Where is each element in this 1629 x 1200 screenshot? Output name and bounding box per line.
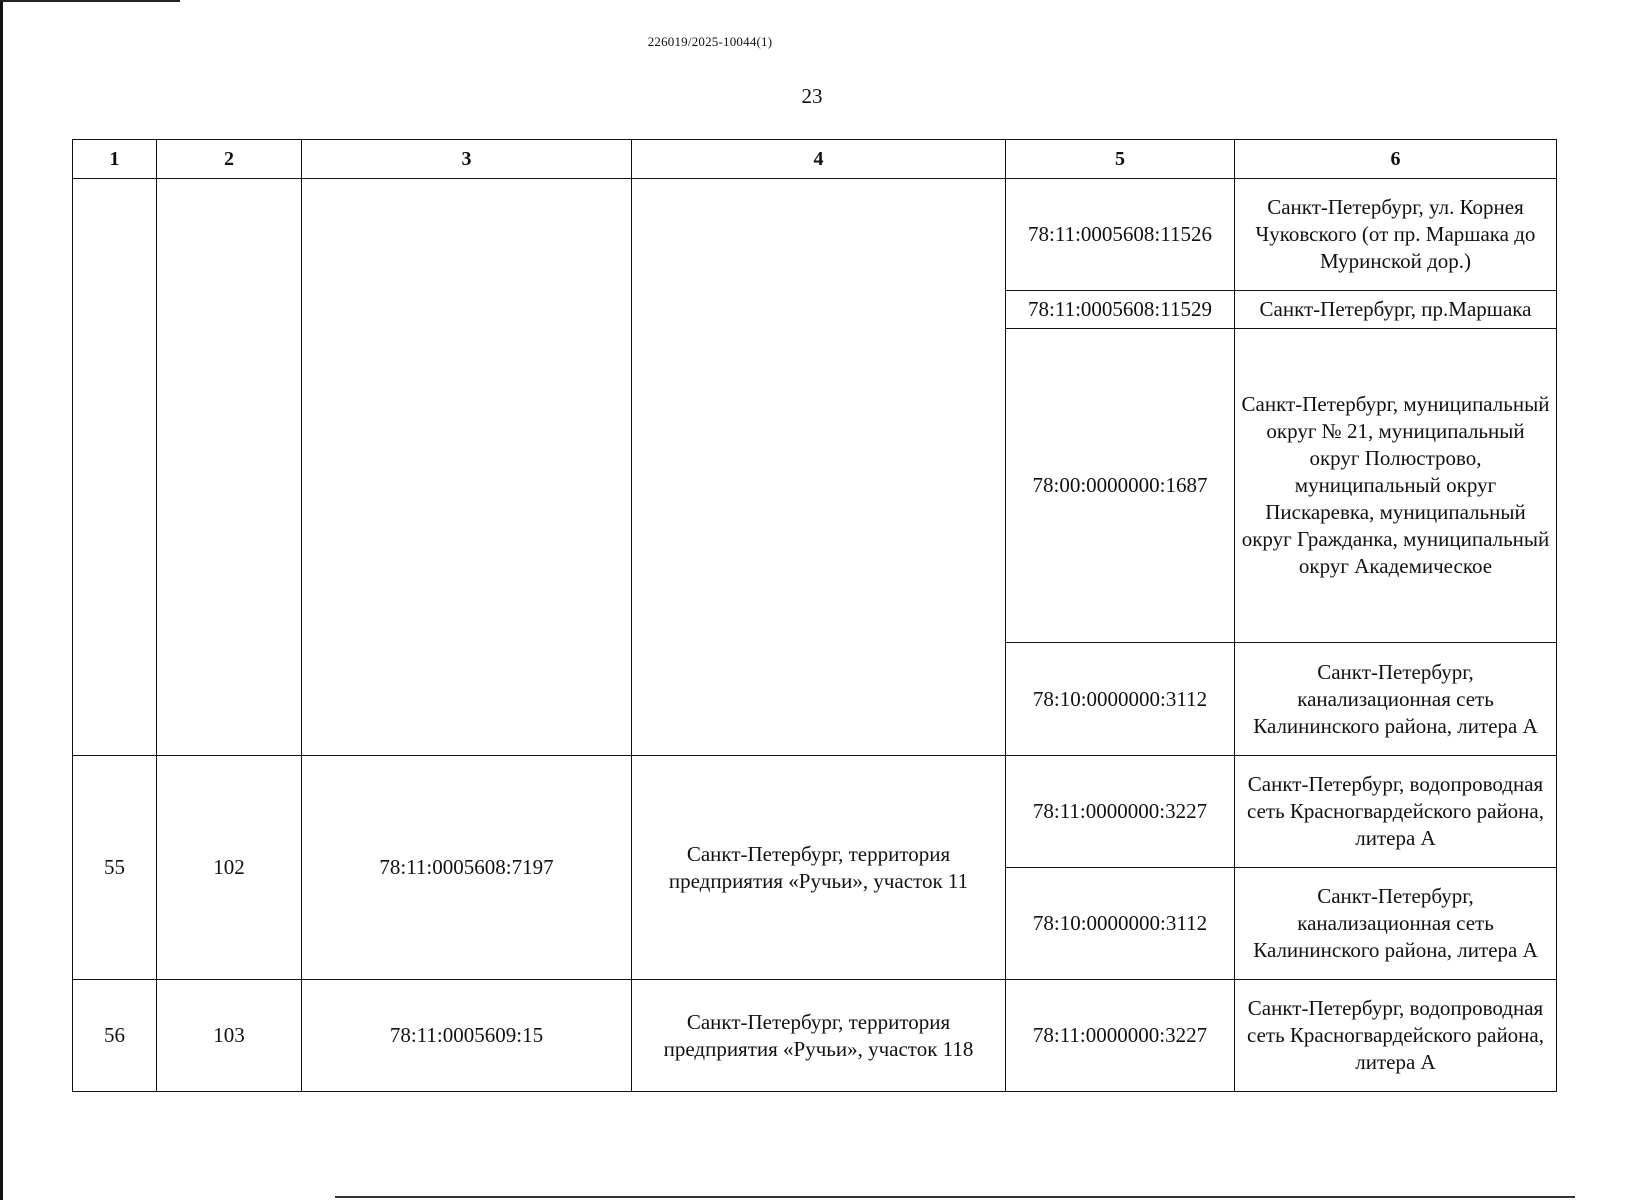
network-location-cell: Санкт-Петербург, водопроводная сеть Красногвардейского района, литера А [1235,756,1557,868]
row-number-cell: 55 [73,756,157,980]
row-number-cell: 56 [73,980,157,1092]
parcel-address-cell: Санкт-Петербург, территория предприятия «Ручьи», участок 11 [632,756,1006,980]
page-number: 23 [801,84,823,108]
network-location-cell: Санкт-Петербург, канализационная сеть Калининского района, литера А [1235,868,1557,980]
cadastral-number-cell: 78:00:0000000:1687 [1006,329,1235,643]
cadastral-number-cell: 78:10:0000000:3112 [1006,643,1235,756]
continuation-address-cell [632,179,1006,756]
column-header: 6 [1235,140,1557,179]
parcel-cadastral-cell: 78:11:0005608:7197 [302,756,632,980]
parcel-cadastral-cell: 78:11:0005609:15 [302,980,632,1092]
cadastral-number-cell: 78:11:0005608:11526 [1006,179,1235,291]
network-location-cell: Санкт-Петербург, муниципальный округ № 21, муниципальный округ Полюстрово, муниципальный округ Пискаревка, муниципальный округ Гражданка, муниципальный округ Академическое [1235,329,1557,643]
column-header: 1 [73,140,157,179]
continuation-parcel-cell [302,179,632,756]
item-number-cell: 103 [157,980,302,1092]
cadastral-number-cell: 78:11:0005608:11529 [1006,291,1235,329]
cadastral-number-cell: 78:11:0000000:3227 [1006,756,1235,868]
cadastral-number-cell: 78:11:0000000:3227 [1006,980,1235,1092]
column-header: 3 [302,140,632,179]
network-location-cell: Санкт-Петербург, водопроводная сеть Красногвардейского района, литера А [1235,980,1557,1092]
network-location-cell: Санкт-Петербург, канализационная сеть Калининского района, литера А [1235,643,1557,756]
column-header: 5 [1006,140,1235,179]
column-header: 2 [157,140,302,179]
table-row [73,179,1557,291]
table-row [73,756,1557,868]
network-location-cell: Санкт-Петербург, ул. Корнея Чуковского (от пр. Маршака до Муринской дор.) [1235,179,1557,291]
network-location-cell: Санкт-Петербург, пр.Маршака [1235,291,1557,329]
scan-left-edge [0,0,3,1200]
continuation-num-cell [73,179,157,756]
table-header-row [73,140,1557,179]
table-row [73,980,1557,1092]
main-table [72,139,1557,1092]
scan-top-line [0,0,180,2]
document-number: 226019/2025-10044(1) [647,34,773,49]
continuation-item-cell [157,179,302,756]
item-number-cell: 102 [157,756,302,980]
column-header: 4 [632,140,1006,179]
cadastral-number-cell: 78:10:0000000:3112 [1006,868,1235,980]
scan-bottom-line [335,1196,1575,1198]
parcel-address-cell: Санкт-Петербург, территория предприятия «Ручьи», участок 118 [632,980,1006,1092]
